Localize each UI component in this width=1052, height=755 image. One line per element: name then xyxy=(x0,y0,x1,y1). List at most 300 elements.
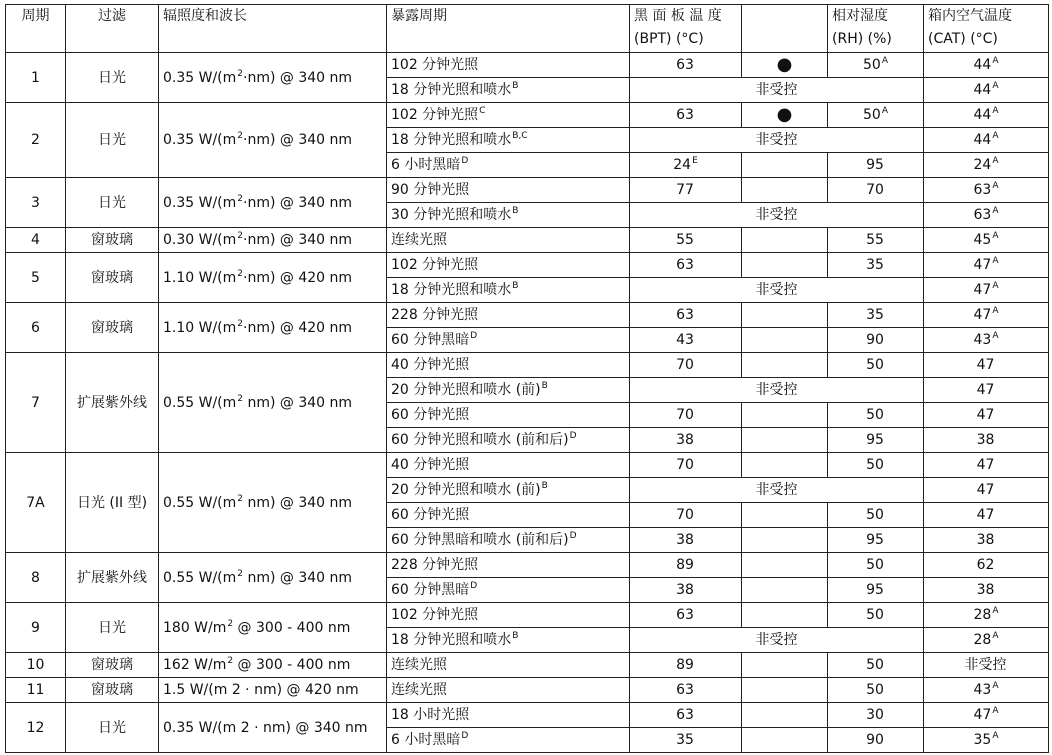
exposure-cell-text: 18 分钟光照和喷水 xyxy=(391,132,512,148)
irradiance-post: @ 300 - 400 nm xyxy=(233,657,351,673)
bullet-cell xyxy=(742,103,828,128)
header-bpt-line1: 黑 面 板 温 度 xyxy=(634,8,722,24)
exposure-cell-text: 20 分钟光照和喷水 (前) xyxy=(391,482,541,498)
header-row xyxy=(6,5,1049,53)
cat-cell xyxy=(924,453,1049,478)
table-row xyxy=(6,103,1049,128)
bullet-cell xyxy=(742,228,828,253)
cat-cell xyxy=(924,178,1049,203)
bullet-cell xyxy=(742,553,828,578)
rh-cell-text: 70 xyxy=(866,182,884,198)
irradiance-cell xyxy=(159,653,387,678)
bpt-cell-text: 89 xyxy=(676,657,694,673)
rh-cell-text: 50 xyxy=(866,607,884,623)
irradiance-pre: 0.35 W/(m xyxy=(163,132,237,148)
bullet-cell xyxy=(742,528,828,553)
bpt-cell-text: 63 xyxy=(676,707,694,723)
header-cat-line2: (CAT) (°C) xyxy=(928,31,998,47)
exposure-cell-text: 60 分钟光照 xyxy=(391,507,470,523)
exposure-cell-text: 20 分钟光照和喷水 (前) xyxy=(391,382,541,398)
exposure-cell-text: 18 分钟光照和喷水 xyxy=(391,82,512,98)
bpt-cell xyxy=(630,503,742,528)
exposure-cell-footnote: C xyxy=(479,106,486,117)
uncontrolled-cell-text: 非受控 xyxy=(755,632,798,648)
irradiance-pre: 0.35 W/(m 2 · nm) @ 340 nm xyxy=(163,719,368,736)
exposure-cell-footnote: B xyxy=(541,481,548,492)
cat-cell-text: 47 xyxy=(973,257,992,273)
irradiance-post: ·nm) @ 340 nm xyxy=(243,69,353,86)
irradiance-sup: 2 xyxy=(237,493,244,504)
rh-cell xyxy=(828,103,924,128)
irradiance-pre: 0.30 W/(m xyxy=(163,232,237,248)
table-row xyxy=(6,553,1049,578)
filter-cell xyxy=(66,178,159,228)
exposure-cell-text: 连续光照 xyxy=(391,657,447,673)
exposure-cell xyxy=(387,153,630,178)
filter-cell-text: 日光 xyxy=(98,719,126,736)
cycle-cell-text: 8 xyxy=(31,569,40,586)
exposure-cell-text: 102 分钟光照 xyxy=(391,607,479,623)
filter-cell-text: 日光 (II 型) xyxy=(76,494,148,511)
filter-cell xyxy=(66,703,159,753)
cycle-cell xyxy=(6,653,66,678)
irradiance-sup: 2 xyxy=(227,656,234,667)
cat-cell-text: 44 xyxy=(973,107,992,123)
bullet-cell-text: ● xyxy=(776,104,793,125)
exposure-cell-text: 60 分钟黑暗 xyxy=(391,332,470,348)
rh-cell-text: 95 xyxy=(866,532,884,548)
filter-cell xyxy=(66,453,159,553)
cat-cell xyxy=(924,128,1049,153)
cat-cell-text: 47 xyxy=(976,357,995,373)
bpt-cell-text: 63 xyxy=(676,257,694,273)
exposure-cell-footnote: D xyxy=(461,156,469,167)
exposure-cell-text: 60 分钟光照和喷水 (前和后) xyxy=(391,432,569,448)
header-rh-line1: 相对湿度 xyxy=(832,8,888,24)
irradiance-cell xyxy=(159,53,387,103)
cycle-cell-text: 10 xyxy=(26,657,45,673)
irradiance-post: ·nm) @ 420 nm xyxy=(243,269,353,286)
filter-cell xyxy=(66,253,159,303)
cat-cell xyxy=(924,578,1049,603)
exposure-cell xyxy=(387,203,630,228)
uncontrolled-cell xyxy=(630,278,924,303)
rh-cell-text: 90 xyxy=(866,732,884,748)
cat-cell-text: 47 xyxy=(973,282,992,298)
cat-cell-footnote: A xyxy=(992,231,999,242)
uncontrolled-cell xyxy=(630,378,924,403)
exposure-cell-footnote: B,C xyxy=(512,131,528,142)
cycle-cell-text: 1 xyxy=(31,69,40,86)
rh-cell xyxy=(828,328,924,353)
irradiance-cell xyxy=(159,678,387,703)
bpt-cell xyxy=(630,103,742,128)
irradiance-sup: 2 xyxy=(237,393,244,404)
rh-cell-text: 50 xyxy=(863,107,881,123)
bpt-cell xyxy=(630,328,742,353)
cat-cell xyxy=(924,703,1049,728)
table-row xyxy=(6,653,1049,678)
bpt-cell-text: 63 xyxy=(676,682,694,698)
header-rh xyxy=(828,5,924,53)
exposure-cell xyxy=(387,428,630,453)
table-row xyxy=(6,453,1049,478)
filter-cell-text: 日光 xyxy=(98,619,126,636)
uncontrolled-cell-text: 非受控 xyxy=(755,82,798,98)
exposure-cell-text: 102 分钟光照 xyxy=(391,107,479,123)
bpt-cell-text: 70 xyxy=(676,457,694,473)
bullet-cell xyxy=(742,353,828,378)
header-cycle: 周期 xyxy=(6,5,66,53)
exposure-cell xyxy=(387,353,630,378)
exposure-cell-text: 102 分钟光照 xyxy=(391,57,479,73)
cycle-cell xyxy=(6,253,66,303)
exposure-cell xyxy=(387,378,630,403)
cat-cell-text: 47 xyxy=(976,507,995,523)
cat-cell xyxy=(924,103,1049,128)
cat-cell xyxy=(924,278,1049,303)
rh-cell xyxy=(828,603,924,628)
exposure-cell xyxy=(387,228,630,253)
bpt-cell xyxy=(630,653,742,678)
filter-cell xyxy=(66,553,159,603)
irradiance-cell xyxy=(159,353,387,453)
bullet-cell xyxy=(742,178,828,203)
exposure-cell-footnote: B xyxy=(512,281,519,292)
rh-cell-text: 90 xyxy=(866,332,884,348)
cat-cell-footnote: A xyxy=(992,106,999,117)
exposure-cell-footnote: D xyxy=(569,431,577,442)
bullet-cell xyxy=(742,728,828,753)
exposure-cell-text: 228 分钟光照 xyxy=(391,557,479,573)
rh-cell xyxy=(828,353,924,378)
bpt-cell-text: 24 xyxy=(673,157,692,173)
bullet-cell xyxy=(742,428,828,453)
rh-cell-text: 50 xyxy=(866,657,884,673)
exposure-cell-footnote: B xyxy=(512,631,519,642)
cat-cell-text: 44 xyxy=(973,132,992,148)
filter-cell-text: 窗玻璃 xyxy=(91,682,133,698)
bpt-cell-text: 77 xyxy=(676,182,694,198)
exposure-cell xyxy=(387,528,630,553)
bpt-cell xyxy=(630,303,742,328)
cat-cell-text: 63 xyxy=(973,182,992,198)
rh-cell-text: 50 xyxy=(866,682,884,698)
bpt-cell xyxy=(630,578,742,603)
cat-cell-footnote: A xyxy=(992,281,999,292)
exposure-cell-text: 40 分钟光照 xyxy=(391,457,470,473)
irradiance-cell xyxy=(159,178,387,228)
cat-cell-footnote: A xyxy=(992,81,999,92)
cat-cell xyxy=(924,53,1049,78)
exposure-cell-text: 228 分钟光照 xyxy=(391,307,479,323)
cat-cell-text: 24 xyxy=(973,157,992,173)
rh-cell-text: 95 xyxy=(866,432,884,448)
filter-cell xyxy=(66,603,159,653)
cat-cell-text: 28 xyxy=(973,632,992,648)
bpt-cell-text: 43 xyxy=(676,332,694,348)
cycle-cell xyxy=(6,453,66,553)
bpt-cell-text: 38 xyxy=(676,582,694,598)
irradiance-cell xyxy=(159,303,387,353)
bpt-cell xyxy=(630,553,742,578)
exposure-cell-text: 18 小时光照 xyxy=(391,707,470,723)
cat-cell-text: 38 xyxy=(976,582,995,598)
bpt-cell-text: 70 xyxy=(676,507,694,523)
irradiance-pre: 0.35 W/(m xyxy=(163,69,237,86)
rh-cell xyxy=(828,553,924,578)
cat-cell-footnote: A xyxy=(992,131,999,142)
header-blank xyxy=(742,5,828,53)
cat-cell xyxy=(924,428,1049,453)
rh-cell xyxy=(828,303,924,328)
cycle-cell-text: 12 xyxy=(26,719,45,736)
table-row xyxy=(6,228,1049,253)
cat-cell xyxy=(924,553,1049,578)
bullet-cell xyxy=(742,603,828,628)
table-row xyxy=(6,53,1049,78)
bullet-cell xyxy=(742,53,828,78)
bpt-cell-text: 35 xyxy=(676,732,694,748)
rh-cell-text: 55 xyxy=(866,232,884,248)
cycle-cell-text: 7A xyxy=(26,494,45,511)
filter-cell xyxy=(66,353,159,453)
exposure-cell xyxy=(387,278,630,303)
cat-cell-text: 43 xyxy=(973,682,992,698)
header-cat xyxy=(924,5,1049,53)
table-row xyxy=(6,253,1049,278)
cat-cell-footnote: A xyxy=(992,181,999,192)
rh-cell xyxy=(828,703,924,728)
header-irradiance: 辐照度和波长 xyxy=(159,5,387,53)
header-bpt-line2: (BPT) (°C) xyxy=(634,31,704,47)
irradiance-cell xyxy=(159,228,387,253)
cycle-cell xyxy=(6,53,66,103)
irradiance-cell xyxy=(159,553,387,603)
irradiance-post: nm) @ 340 nm xyxy=(243,494,353,511)
cycle-cell xyxy=(6,603,66,653)
cat-cell-text: 63 xyxy=(973,207,992,223)
exposure-cell xyxy=(387,78,630,103)
bpt-cell xyxy=(630,403,742,428)
exposure-cell xyxy=(387,328,630,353)
irradiance-pre: 1.10 W/(m xyxy=(163,319,237,336)
cycle-cell xyxy=(6,553,66,603)
exposure-cell xyxy=(387,478,630,503)
irradiance-pre: 0.55 W/(m xyxy=(163,394,237,411)
exposure-cell-text: 连续光照 xyxy=(391,232,447,248)
bpt-cell xyxy=(630,153,742,178)
cat-cell-text: 47 xyxy=(976,457,995,473)
cat-cell xyxy=(924,403,1049,428)
irradiance-pre: 0.35 W/(m xyxy=(163,194,237,211)
bpt-cell-footnote: E xyxy=(692,156,698,167)
irradiance-sup: 2 xyxy=(237,318,244,329)
irradiance-sup: 2 xyxy=(237,268,244,279)
table-row xyxy=(6,603,1049,628)
exposure-cell xyxy=(387,303,630,328)
rh-cell-text: 95 xyxy=(866,582,884,598)
irradiance-post: nm) @ 340 nm xyxy=(243,394,353,411)
cat-cell-text: 28 xyxy=(973,607,992,623)
bpt-cell-text: 55 xyxy=(676,232,694,248)
irradiance-cell xyxy=(159,453,387,553)
cat-cell-footnote: A xyxy=(992,206,999,217)
uncontrolled-cell-text: 非受控 xyxy=(755,132,798,148)
filter-cell xyxy=(66,103,159,178)
filter-cell-text: 窗玻璃 xyxy=(91,657,133,673)
irradiance-post: ·nm) @ 340 nm xyxy=(243,194,353,211)
filter-cell xyxy=(66,228,159,253)
rh-cell xyxy=(828,153,924,178)
uncontrolled-cell xyxy=(630,628,924,653)
table-row xyxy=(6,178,1049,203)
cat-cell xyxy=(924,78,1049,103)
bpt-cell xyxy=(630,428,742,453)
cat-cell-footnote: A xyxy=(992,331,999,342)
filter-cell-text: 日光 xyxy=(98,194,126,211)
rh-cell-text: 50 xyxy=(866,357,884,373)
cycle-cell-text: 5 xyxy=(31,269,40,286)
irradiance-pre: 162 W/m xyxy=(163,657,227,673)
cat-cell xyxy=(924,528,1049,553)
exposure-cell xyxy=(387,53,630,78)
bullet-cell xyxy=(742,703,828,728)
cycle-cell-text: 2 xyxy=(31,132,40,148)
cycle-cell xyxy=(6,178,66,228)
bpt-cell xyxy=(630,728,742,753)
rh-cell-text: 50 xyxy=(866,407,884,423)
header-exposure: 暴露周期 xyxy=(387,5,630,53)
cat-cell-text: 非受控 xyxy=(964,657,1007,673)
cat-cell-text: 47 xyxy=(976,482,995,498)
bpt-cell xyxy=(630,528,742,553)
cycle-cell xyxy=(6,353,66,453)
bpt-cell xyxy=(630,603,742,628)
filter-cell xyxy=(66,53,159,103)
header-cat-line1: 箱内空气温度 xyxy=(928,8,1012,24)
exposure-cell-text: 6 小时黑暗 xyxy=(391,157,461,173)
bpt-cell xyxy=(630,678,742,703)
exposure-cell-footnote: B xyxy=(512,206,519,217)
rh-cell xyxy=(828,728,924,753)
cycle-cell-text: 6 xyxy=(31,319,40,336)
bullet-cell xyxy=(742,453,828,478)
bullet-cell xyxy=(742,253,828,278)
rh-cell-text: 35 xyxy=(866,307,884,323)
cat-cell-text: 44 xyxy=(973,57,992,73)
exposure-cell xyxy=(387,178,630,203)
cat-cell-footnote: A xyxy=(992,306,999,317)
rh-cell xyxy=(828,678,924,703)
irradiance-sup: 2 xyxy=(237,193,244,204)
rh-cell xyxy=(828,453,924,478)
bullet-cell xyxy=(742,678,828,703)
exposure-cell xyxy=(387,103,630,128)
bpt-cell-text: 63 xyxy=(676,107,694,123)
table-row xyxy=(6,678,1049,703)
rh-cell xyxy=(828,578,924,603)
cycle-cell xyxy=(6,228,66,253)
bullet-cell xyxy=(742,653,828,678)
exposure-cell xyxy=(387,553,630,578)
filter-cell xyxy=(66,678,159,703)
rh-cell xyxy=(828,428,924,453)
uncontrolled-cell-text: 非受控 xyxy=(755,482,798,498)
rh-cell-footnote: A xyxy=(881,106,888,117)
uncontrolled-cell-text: 非受控 xyxy=(755,382,798,398)
filter-cell-text: 日光 xyxy=(98,69,126,86)
exposure-cell-text: 60 分钟黑暗和喷水 (前和后) xyxy=(391,532,569,548)
cat-cell-text: 44 xyxy=(973,82,992,98)
bullet-cell xyxy=(742,303,828,328)
exposure-cell-text: 60 分钟黑暗 xyxy=(391,582,470,598)
exposure-cell xyxy=(387,403,630,428)
cat-cell-footnote: A xyxy=(992,681,999,692)
bpt-cell xyxy=(630,453,742,478)
bpt-cell-text: 89 xyxy=(676,557,694,573)
cat-cell-text: 62 xyxy=(976,557,995,573)
filter-cell-text: 日光 xyxy=(98,132,126,148)
rh-cell-text: 30 xyxy=(866,707,884,723)
cat-cell xyxy=(924,478,1049,503)
exposure-cell xyxy=(387,253,630,278)
rh-cell-text: 50 xyxy=(866,557,884,573)
header-rh-line2: (RH) (%) xyxy=(832,31,892,47)
filter-cell-text: 扩展紫外线 xyxy=(77,569,147,586)
exposure-cell-footnote: D xyxy=(470,331,478,342)
cat-cell-footnote: A xyxy=(992,631,999,642)
exposure-cell-text: 30 分钟光照和喷水 xyxy=(391,207,512,223)
rh-cell-text: 35 xyxy=(866,257,884,273)
filter-cell-text: 扩展紫外线 xyxy=(77,394,147,411)
uncontrolled-cell xyxy=(630,78,924,103)
cat-cell-text: 35 xyxy=(973,732,992,748)
exposure-cell-text: 40 分钟光照 xyxy=(391,357,470,373)
cat-cell-footnote: A xyxy=(992,731,999,742)
exposure-cell-text: 18 分钟光照和喷水 xyxy=(391,632,512,648)
cat-cell-text: 38 xyxy=(976,532,995,548)
rh-cell xyxy=(828,178,924,203)
cat-cell xyxy=(924,503,1049,528)
irradiance-cell xyxy=(159,703,387,753)
irradiance-pre: 1.10 W/(m xyxy=(163,269,237,286)
header-bpt xyxy=(630,5,742,53)
cat-cell xyxy=(924,303,1049,328)
exposure-cell-text: 102 分钟光照 xyxy=(391,257,479,273)
exposure-cell-text: 连续光照 xyxy=(391,682,447,698)
uncontrolled-cell xyxy=(630,478,924,503)
rh-cell xyxy=(828,253,924,278)
exposure-cycles-table xyxy=(5,4,1049,753)
exposure-cell-footnote: B xyxy=(512,81,519,92)
cat-cell-footnote: A xyxy=(992,606,999,617)
filter-cell-text: 窗玻璃 xyxy=(91,269,133,286)
table-row xyxy=(6,703,1049,728)
exposure-cell xyxy=(387,578,630,603)
bpt-cell xyxy=(630,178,742,203)
exposure-cell xyxy=(387,728,630,753)
exposure-cell-footnote: D xyxy=(461,731,469,742)
cat-cell xyxy=(924,153,1049,178)
bullet-cell-text: ● xyxy=(776,54,793,75)
uncontrolled-cell-text: 非受控 xyxy=(755,207,798,223)
exposure-cell xyxy=(387,503,630,528)
cat-cell-footnote: A xyxy=(992,156,999,167)
rh-cell-footnote: A xyxy=(881,56,888,67)
bpt-cell-text: 63 xyxy=(676,307,694,323)
exposure-cell xyxy=(387,703,630,728)
